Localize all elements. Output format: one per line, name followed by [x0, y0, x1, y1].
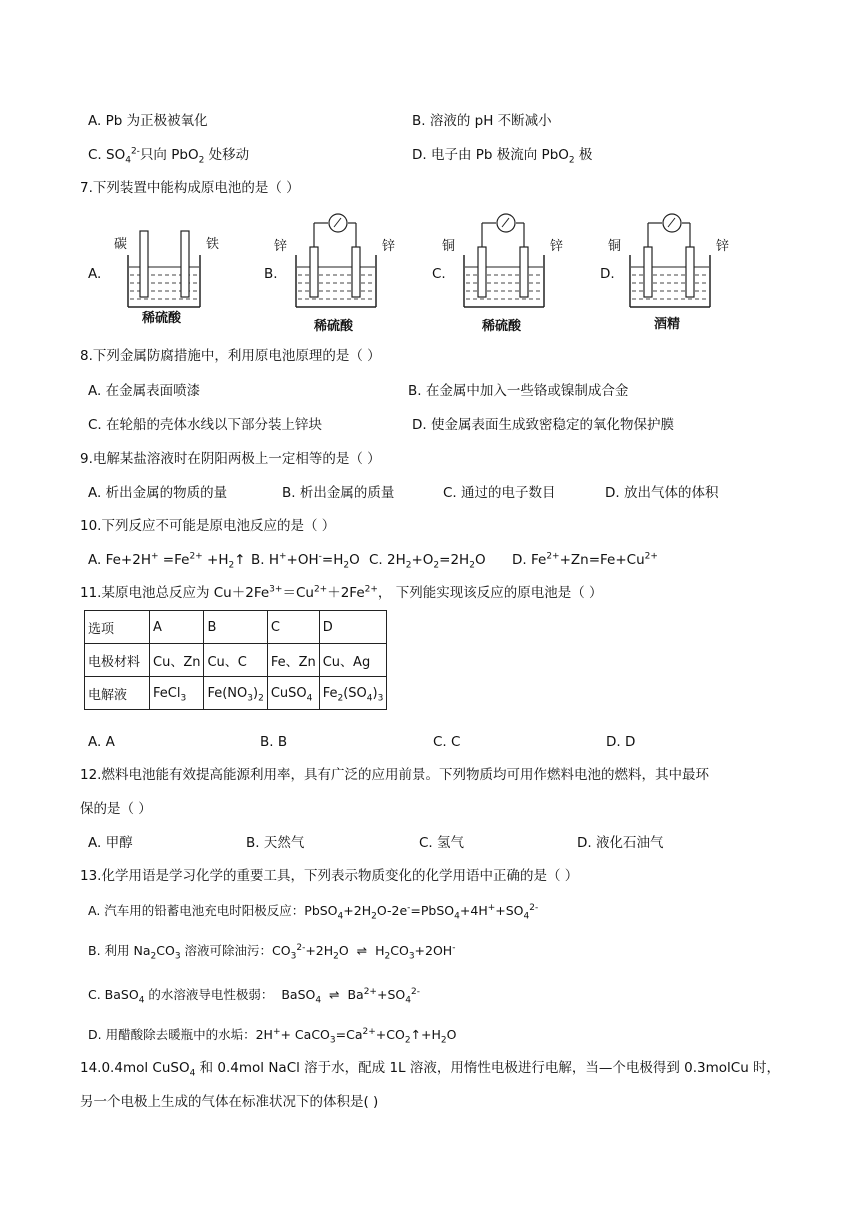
q7-diagram-c [442, 207, 566, 337]
q13-option-a: A. 汽车用的铅蓄电池充电时阳极反应：$PbSO_4+2H_2O-2e^-=PbSO_4+4H^++SO_4^{2-}$ [88, 902, 539, 922]
q12-stem-line2: 保的是（ ） [80, 801, 152, 817]
electrode-label: 锌 [716, 239, 730, 254]
q9-option-d: D. 放出气体的体积 [605, 485, 719, 501]
q10-option-d: D. $Fe^{2+}+Zn=Fe+Cu^{2+}$ [512, 551, 658, 568]
electrode-label: 锌 [550, 239, 564, 254]
q11-option-b: B. B [260, 734, 288, 750]
q12-stem-line1: 12.燃料电池能有效提高能源利用率，具有广泛的应用前景。下列物质均可用作燃料电池的燃料，其中最环 [80, 767, 709, 783]
q7-letter-c: C. [432, 266, 446, 282]
q6-option-d: D. 电子由 Pb 极流向 PbO$_2$ 极 [412, 147, 593, 166]
q8-option-b: B. 在金属中加入一些铬或镍制成合金 [408, 383, 629, 399]
electrolyte-label: 酒精 [654, 317, 681, 332]
q11-option-d: D. D [606, 734, 636, 750]
q11-table [84, 610, 387, 710]
q14-stem-line2: 另一个电极上生成的气体在标准状况下的体积是( ) [80, 1094, 379, 1110]
q10-option-c: C. $2H_2+O_2=2H_2O$ [369, 552, 486, 571]
q9-stem: 9.电解某盐溶液时在阴阳两极上一定相等的是（ ） [80, 451, 381, 467]
q9-option-c: C. 通过的电子数目 [443, 485, 556, 501]
q7-diagram-b [274, 207, 398, 337]
q10-option-b: B. $H^++OH^-=H_2O$ [251, 551, 360, 571]
q13-option-b: B. 利用 $Na_2CO_3$ 溶液可除油污：$CO_3^{2-}+2H_2O$ ⇌ $H_2CO_3+2OH^-$ [88, 942, 456, 962]
electrode-label: 碳 [114, 237, 128, 252]
electrolyte-label: 稀硫酸 [482, 319, 522, 334]
electrode-label: 铜 [608, 239, 622, 254]
q7-diagram-d [608, 207, 732, 337]
q13-option-c: C. BaSO$_4$ 的水溶液导电性极弱： BaSO$_4$ ⇌ $Ba^{2+}+SO_4^{2-}$ [88, 986, 420, 1006]
q10-option-a: A. $Fe+2H^+ =Fe^{2+}$ $+H_2↑$ [88, 551, 246, 571]
q11-stem: 11.某原电池总反应为 $Cu+2Fe^{3+}=Cu^{2+}+2Fe^{2+}$， 下列能实现该反应的原电池是（ ） [80, 584, 603, 601]
q11-option-c: C. C [433, 734, 461, 750]
electrode-label: 锌 [274, 239, 288, 254]
electrode-label: 铁 [206, 237, 220, 252]
electrode-label: 铜 [442, 239, 456, 254]
q12-option-c: C. 氢气 [419, 835, 465, 851]
q8-stem: 8.下列金属防腐措施中，利用原电池原理的是（ ） [80, 348, 381, 364]
q12-option-d: D. 液化石油气 [577, 835, 664, 851]
q9-option-b: B. 析出金属的质量 [282, 485, 395, 501]
q7-diagram-a [108, 207, 228, 337]
q14-stem-line1: 14.0.4mol CuSO$_4$ 和 0.4mol NaCl 溶于水，配成 1L 溶液，用惰性电极进行电解，当—个电极得到 0.3molCu 时， [80, 1060, 781, 1079]
table-row: 电极材料 Cu、Zn Cu、C Fe、Zn Cu、Ag [85, 644, 387, 677]
q6-option-a: A. Pb 为正极被氧化 [88, 113, 208, 129]
electrolyte-label: 稀硫酸 [314, 319, 354, 334]
q9-option-a: A. 析出金属的物质的量 [88, 485, 228, 501]
q12-option-b: B. 天然气 [246, 835, 305, 851]
q6-option-c: C. $SO_4^{2-}$只向 PbO$_2$ 处移动 [88, 146, 250, 166]
q7-stem: 7.下列装置中能构成原电池的是（ ） [80, 180, 300, 196]
table-row: 电解液 FeCl$_3$ $Fe(NO_3)_2$ CuSO$_4$ $Fe_2(SO_4)_3$ [85, 677, 387, 710]
q8-option-a: A. 在金属表面喷漆 [88, 383, 201, 399]
electrolyte-label: 稀硫酸 [142, 311, 182, 326]
table-row: 选项 A B C D [85, 611, 387, 644]
q13-stem: 13.化学用语是学习化学的重要工具，下列表示物质变化的化学用语中正确的是（ ） [80, 868, 579, 884]
q8-option-c: C. 在轮船的壳体水线以下部分装上锌块 [88, 417, 323, 433]
q12-option-a: A. 甲醇 [88, 835, 133, 851]
q8-option-d: D. 使金属表面生成致密稳定的氧化物保护膜 [412, 417, 674, 433]
q7-letter-a: A. [88, 266, 102, 282]
q10-stem: 10.下列反应不可能是原电池反应的是（ ） [80, 518, 336, 534]
q13-option-d: D. 用醋酸除去暖瓶中的水垢：$2H^++ CaCO_3=Ca^{2+}+CO_2↑+H_2O$ [88, 1026, 457, 1046]
q7-letter-d: D. [600, 266, 615, 282]
q7-letter-b: B. [264, 266, 278, 282]
q6-option-b: B. 溶液的 pH 不断减小 [412, 113, 552, 129]
q11-option-a: A. A [88, 734, 115, 750]
electrode-label: 锌 [382, 239, 396, 254]
